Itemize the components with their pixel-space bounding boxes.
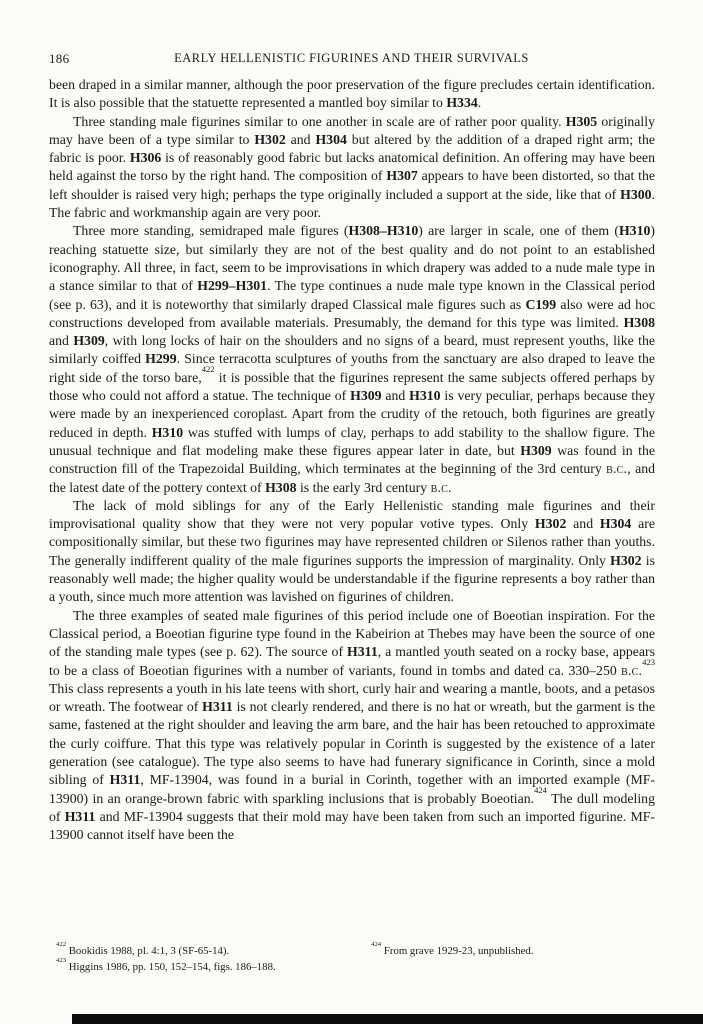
paragraph: Three more standing, semidraped male figures (H308–H310) are larger in scale, one of them (H310) reaching statuette size, but similarly they are not of the best quality and do not point to an established iconography. All three, in fact, seem to be improvisations in which drapery was added to a nude male type in a stance similar to that of H299–H301. The type continues a nude male type known in the Classical period (see p. 63), and it is noteworthy that similarly draped Classical male figures such as C199 also were ad hoc constructions developed from available materials. Presumably, the demand for this type was limited. H308 and H309, with long locks of hair on the shoulders and no signs of a beard, must represent youths, like the similarly coiffed H299. Since terracotta sculptures of youths from the sanctuary are also draped to leave the right side of the torso bare,$^{422}$ it is possible that the figurines represent the same subjects offered perhaps by those who could not afford a statue. The technique of H309 and H310 is very peculiar, perhaps because they were made by an inexperienced coroplast. Apart from the crudity of the retouch, both figurines are greatly reduced in depth. H310 was stuffed with lumps of clay, perhaps to add stability to the shallow figure. The unusual technique and flat modeling make these figures appear later in date, but H309 was found in the construction fill of the Trapezoidal Building, which terminates at the beginning of the 3rd century b.c., and the latest date of the pottery context of H308 is the early 3rd century b.c. <box>49 223 655 495</box>
catalog-number: H299 <box>145 351 177 367</box>
running-head-title: EARLY HELLENISTIC FIGURINES AND THEIR SURVIVALS <box>174 51 529 65</box>
catalog-number: H299–H301 <box>197 278 268 294</box>
footnote: $^{423}$ Higgins 1986, pp. 150, 152–154, figs. 186–188. <box>56 957 276 973</box>
catalog-number: H309 <box>520 442 552 458</box>
footnotes <box>49 941 655 975</box>
footnote-number: 424 <box>371 941 382 949</box>
footnote: $^{424}$ From grave 1929-23, unpublished. <box>371 941 534 957</box>
catalog-number: H305 <box>565 113 598 129</box>
catalog-number: H311 <box>109 772 141 788</box>
era-abbreviation: b.c. <box>430 479 452 495</box>
page-number: 186 <box>49 51 70 66</box>
footnote-ref: 423 <box>642 657 655 668</box>
catalog-number: C199 <box>525 296 557 312</box>
catalog-number: H304 <box>599 516 632 532</box>
catalog-number: H306 <box>129 150 162 166</box>
catalog-number: H311 <box>202 699 233 715</box>
era-abbreviation: b.c. <box>606 461 628 477</box>
catalog-number: H308 <box>265 479 297 495</box>
catalog-number: H308 <box>623 314 655 330</box>
catalog-number: H302 <box>254 131 286 147</box>
paragraph: been draped in a similar manner, although the poor preservation of the figure precludes certain identification. It is also possible that the statuette represented a mantled boy similar to H334. <box>49 77 655 111</box>
catalog-number: H311 <box>347 644 378 660</box>
catalog-number: H334 <box>446 95 478 111</box>
catalog-number: H311 <box>64 808 96 824</box>
era-abbreviation: b.c. <box>621 662 643 678</box>
footnotes-right <box>364 941 655 975</box>
scan-edge-artifact <box>72 1014 703 1024</box>
footnote-number: 423 <box>56 957 67 964</box>
catalog-number: H307 <box>386 168 418 184</box>
catalog-number: H310 <box>409 388 441 404</box>
running-head <box>49 51 654 66</box>
body-text <box>49 76 655 844</box>
footnote-ref: 424 <box>534 785 547 796</box>
catalog-number: H302 <box>610 552 642 568</box>
footnote-number: 422 <box>56 941 67 949</box>
paragraph: The lack of mold siblings for any of the Early Hellenistic standing male figurines and their improvisational quality show that they were not very popular votive types. Only H302 and H304 are compositionally similar, but these two figurines may have represented children or Silenos rather than youths. The generally indifferent quality of the male figurines supports the impression of marginality. Only H302 is reasonably well made; the higher quality would be understandable if the figurine represents a boy rather than a youth, since much more attention was lavished on figurines of children. <box>49 497 655 605</box>
footnote: $^{422}$ Bookidis 1988, pl. 4:1, 3 (SF-65-14). <box>56 941 230 957</box>
catalog-number: H310 <box>151 424 184 440</box>
paragraph: Three standing male figurines similar to one another in scale are of rather poor quality. H305 originally may have been of a type similar to H302 and H304 but altered by the addition of a draped right arm; the fabric is poor. H306 is of reasonably good fabric but lacks anatomical definition. An offering may have been held against the torso by the right hand. The composition of H307 appears to have been distorted, so that the left shoulder is raised very high; perhaps the type originally included a support at the side, like that of H300. The fabric and workmanship again are very poor. <box>49 113 656 221</box>
paragraph: The three examples of seated male figurines of this period include one of Boeotian inspiration. For the Classical period, a Boeotian figurine type found in the Kabeirion at Thebes may have been the source of one of the standing male types (see p. 62). The source of H311, a mantled youth seated on a rocky base, appears to be a class of Boeotian figurines with a number of variants, found in tombs and dated ca. 330–250 b.c.$^{423}$ This class represents a youth in his late teens with short, curly hair and wearing a mantle, boots, and a petasos or wreath. The footwear of H311 is not clearly rendered, and there is no hat or wreath, but the garment is the same, fastened at the right shoulder and leaving the arm bare, and the hair has been retouched to approximate the curly coiffure. That this type was relatively popular in Corinth is suggested by the existence of a later generation (see catalogue). The type also seems to have had funerary significance in Corinth, since a mold sibling of H311, MF-13904, was found in a burial in Corinth, together with an imported example (MF-13900) in an orange-brown fabric with sparkling inclusions that is probably Boeotian.$^{424}$ The dull modeling of H311 and MF-13904 suggests that their mold may have been taken from such an imported figurine. MF-13900 cannot itself have been the <box>49 607 655 843</box>
catalog-number: H308–H310 <box>348 223 419 239</box>
catalog-number: H310 <box>618 223 651 239</box>
catalog-number: H309 <box>73 333 105 349</box>
footnotes-left <box>49 941 364 975</box>
footnote-ref: 422 <box>201 364 215 375</box>
catalog-number: H302 <box>534 516 567 532</box>
catalog-number: H300 <box>620 186 652 202</box>
catalog-number: H309 <box>350 388 382 404</box>
catalog-number: H304 <box>315 131 347 147</box>
